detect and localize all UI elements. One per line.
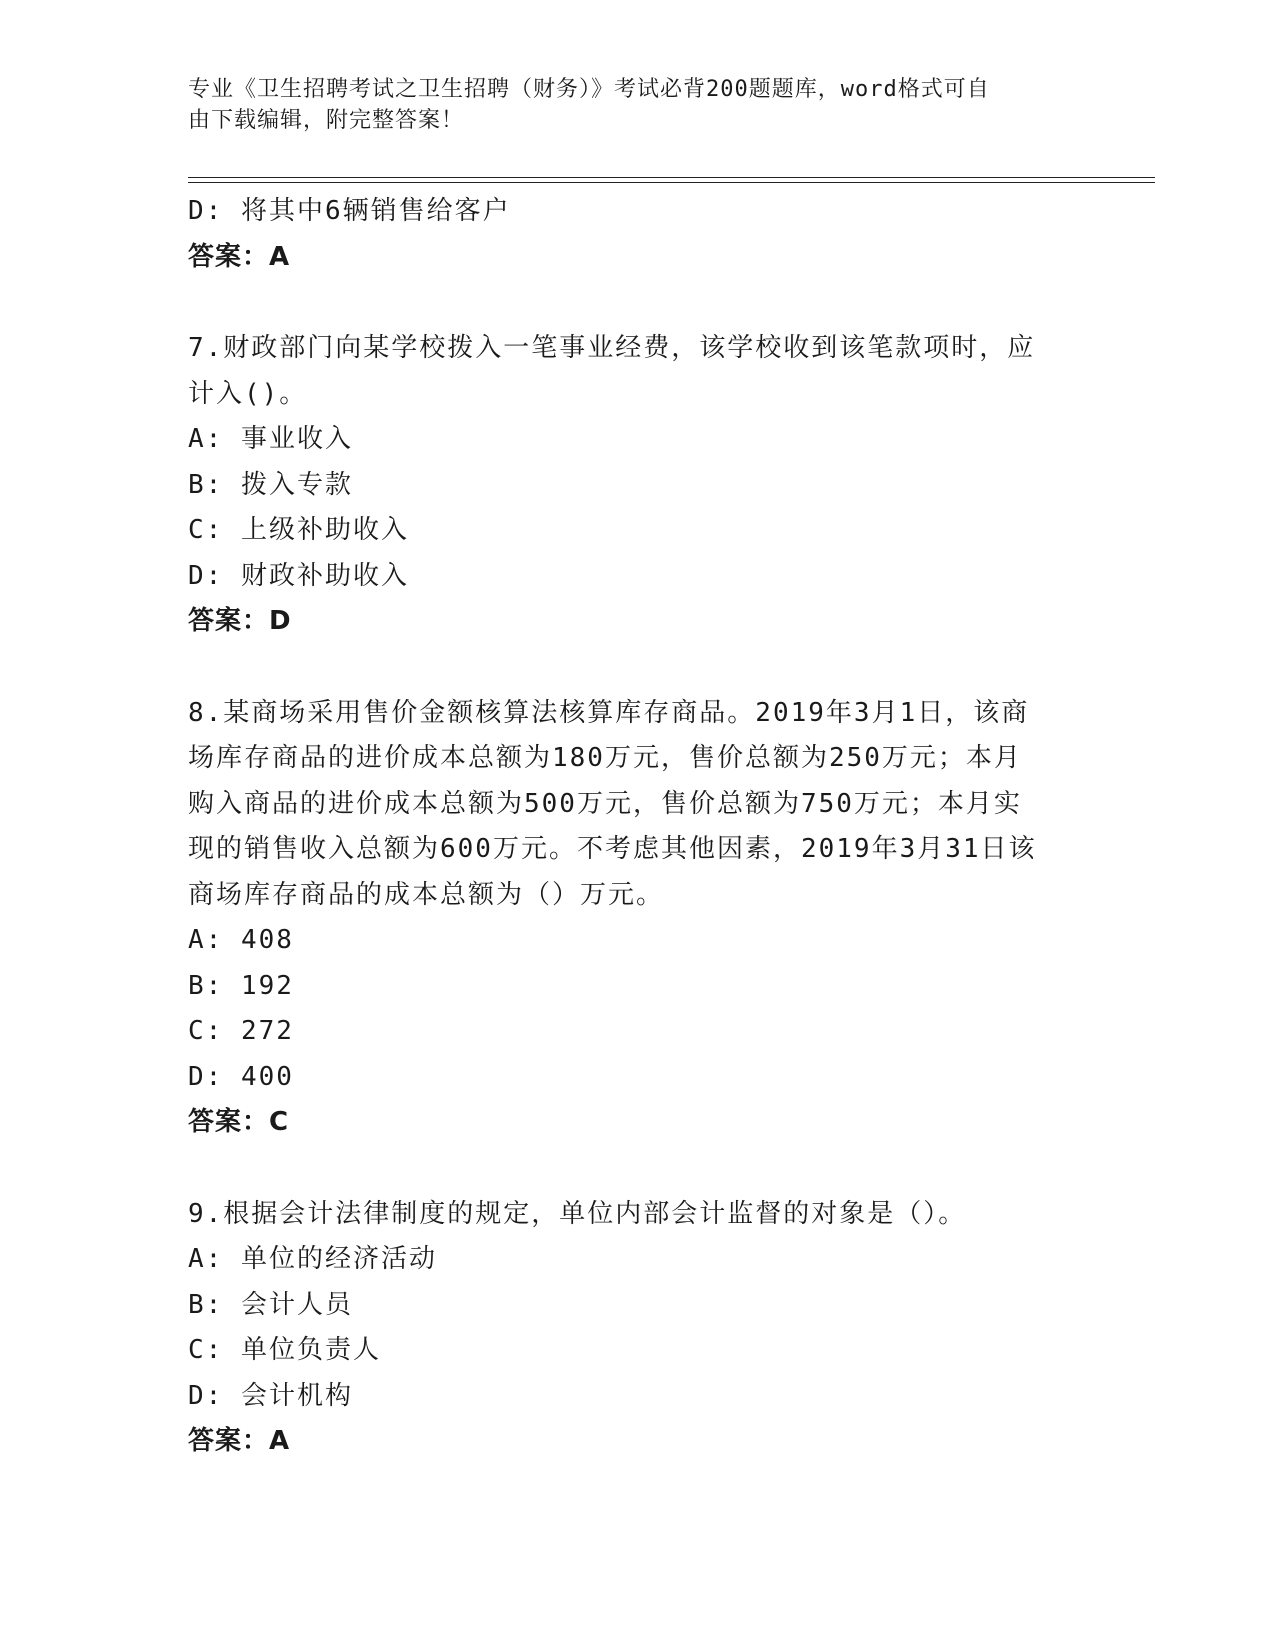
option-d: D: 400 [188,1061,294,1092]
question-text-line: 购入商品的进价成本总额为500万元，售价总额为750万元；本月实 [188,788,1022,819]
question-text-line: 7.财政部门向某学校拨入一笔事业经费，该学校收到该笔款项时，应 [188,333,1036,363]
question-text-line: 8.某商场采用售价金额核算法核算库存商品。2019年3月1日，该商 [188,697,1030,728]
spacer [188,280,1088,326]
question-7 [188,326,1088,645]
header-divider-bottom [188,182,1155,183]
option-a: A: 事业收入 [188,424,353,454]
option-c: C: 上级补助收入 [188,515,409,545]
option-b: B: 拨入专款 [188,469,353,500]
question-text-line: 商场库存商品的成本总额为（）万元。 [188,879,665,910]
option-b: B: 会计人员 [188,1289,353,1320]
question-content [188,189,1088,1465]
question-text-line: 9.根据会计法律制度的规定，单位内部会计监督的对象是（）。 [188,1198,967,1229]
question-8 [188,691,1088,1146]
question-text-line: 计入()。 [188,378,308,409]
answer: 答案：A [188,241,291,272]
question-text-line: 现的销售收入总额为600万元。不考虑其他因素，2019年3月31日该 [188,834,1037,864]
spacer [188,1146,1088,1192]
spacer [188,645,1088,691]
option-c: C: 单位负责人 [188,1335,381,1365]
document-header [188,74,1068,136]
option-c: C: 272 [188,1016,294,1046]
question-9 [188,1192,1088,1465]
option-d: D: 财政补助收入 [188,560,409,591]
option-a: A: 单位的经济活动 [188,1244,437,1274]
answer: 答案：D [188,606,292,636]
option-d: D: 将其中6辆销售给客户 [188,196,511,226]
option-b: B: 192 [188,970,294,1001]
answer: 答案：C [188,1107,290,1137]
question-text-line: 场库存商品的进价成本总额为180万元，售价总额为250万元；本月 [188,743,1022,773]
header-line-1: 专业《卫生招聘考试之卫生招聘（财务）》考试必背200题题库，word格式可自 [188,77,990,102]
header-line-2: 由下载编辑，附完整答案！ [188,108,465,133]
option-a: A: 408 [188,925,294,955]
answer: 答案：A [188,1426,291,1456]
header-divider-top [188,177,1155,178]
option-d: D: 会计机构 [188,1380,353,1411]
